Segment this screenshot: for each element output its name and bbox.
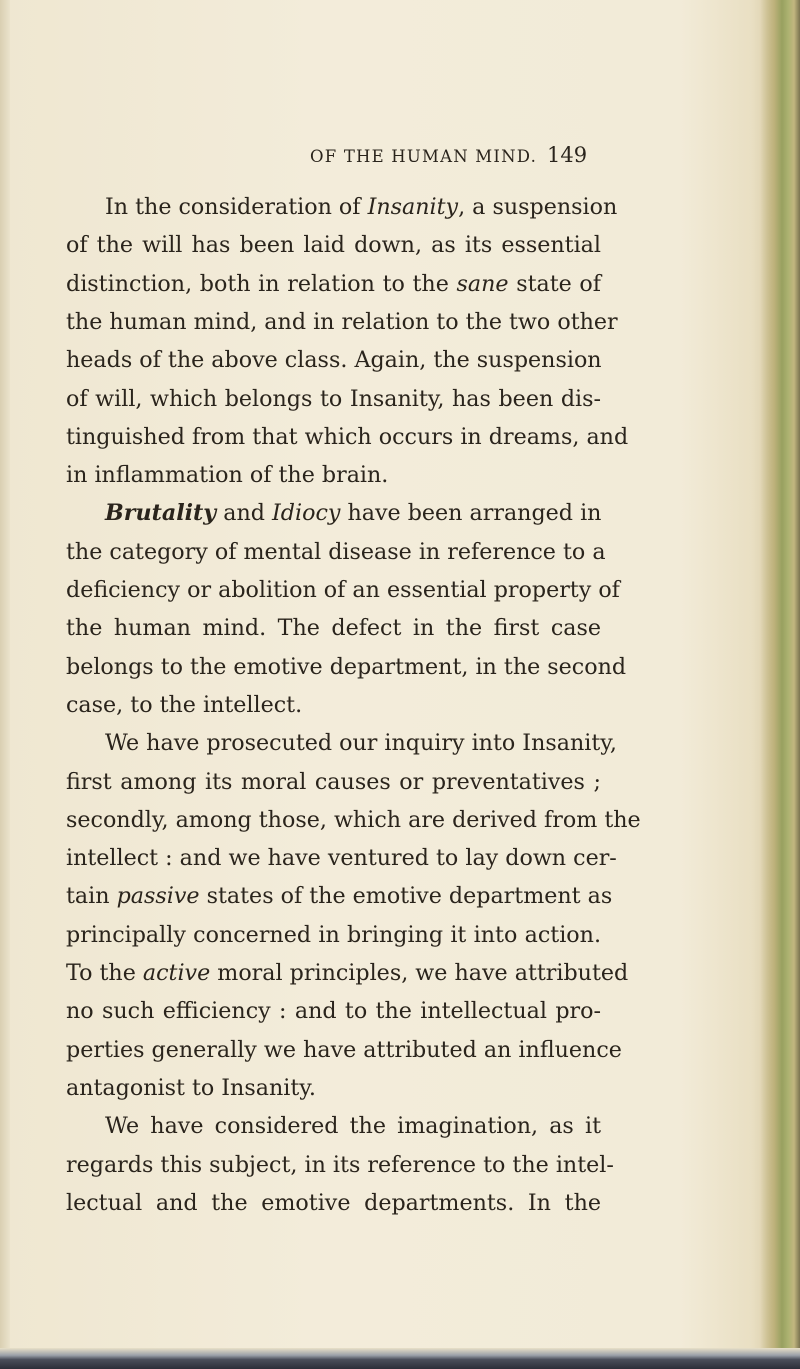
text-run: tain	[66, 883, 117, 910]
text-run: To the	[66, 960, 143, 986]
text-run: in inflammation of the brain.	[66, 462, 389, 489]
text-line	[66, 1145, 614, 1185]
text-line	[66, 915, 601, 955]
text-run: first among its moral causes or preventatives ;	[66, 768, 601, 795]
text-line	[66, 876, 613, 916]
text-run: distinction, both in relation to the	[66, 270, 457, 297]
text-run: deficiency or abolition of an essential property of	[66, 577, 620, 603]
italic-term: sane	[456, 270, 509, 297]
text-run: perties generally we have attributed an influence	[66, 1036, 622, 1063]
text-run: secondly, among those, which are derived from the	[66, 806, 641, 833]
bold-italic-term: Brutality	[105, 500, 217, 527]
text-run: have been arranged in	[340, 500, 602, 527]
page-gutter-shadow	[760, 0, 800, 1369]
italic-term: passive	[116, 883, 200, 910]
running-head: OF THE HUMAN MIND.	[310, 147, 538, 166]
text-run: belongs to the emotive department, in the second	[66, 653, 627, 680]
text-run: state of	[508, 270, 601, 297]
text-line	[66, 1183, 601, 1223]
text-run: heads of the above class. Again, the suspension	[66, 347, 602, 374]
text-run: antagonist to Insanity.	[66, 1074, 316, 1101]
italic-term: Insanity	[367, 194, 459, 220]
italic-term: Idiocy	[272, 500, 341, 527]
page-left-edge	[0, 0, 10, 1369]
text-line	[66, 532, 606, 572]
text-run: of will, which belongs to Insanity, has been dis-	[66, 385, 601, 412]
text-line	[66, 800, 641, 840]
text-line	[105, 723, 617, 763]
text-run: We have considered the imagination, as it	[105, 1113, 601, 1140]
text-run: and	[216, 500, 273, 527]
text-line	[66, 1030, 622, 1070]
text-line	[66, 1068, 601, 1108]
italic-term: active	[142, 960, 211, 986]
text-run: states of the emotive department as	[199, 883, 613, 910]
text-run: of the will has been laid down, as its essential	[66, 232, 601, 259]
text-line	[105, 493, 601, 533]
text-line	[66, 953, 629, 993]
text-line	[66, 379, 601, 419]
emphasis	[105, 500, 216, 526]
text-line	[66, 762, 601, 802]
text-run: lectual and the emotive departments. In the	[66, 1189, 601, 1216]
page-bottom-edge	[0, 1348, 800, 1369]
text-run: In the consideration of	[105, 194, 368, 220]
text-run: We have prosecuted our inquiry into Insanity,	[105, 730, 617, 757]
text-run: intellect : and we have ventured to lay down cer-	[66, 845, 617, 872]
text-line	[66, 647, 627, 687]
text-line	[66, 264, 601, 304]
text-line	[66, 838, 617, 878]
text-line	[66, 225, 601, 265]
text-run: the human mind. The defect in the first case	[66, 615, 601, 642]
text-line	[66, 570, 620, 610]
text-line	[66, 302, 618, 342]
text-line	[66, 991, 601, 1031]
text-line	[66, 417, 629, 457]
text-line	[66, 455, 601, 495]
text-line	[66, 608, 601, 648]
text-line	[105, 1106, 601, 1146]
page-header	[310, 143, 620, 173]
text-run: principally concerned in bringing it into action.	[66, 921, 601, 948]
text-run: the category of mental disease in reference to a	[66, 538, 606, 565]
text-run: regards this subject, in its reference to the intel-	[66, 1151, 614, 1178]
text-run: moral principles, we have attributed	[210, 960, 629, 986]
text-run: case, to the intellect.	[66, 691, 303, 718]
text-run: , a suspension	[458, 194, 618, 220]
text-line	[105, 187, 618, 227]
text-line	[66, 685, 601, 725]
text-run: no such efficiency : and to the intellectual pro-	[66, 998, 601, 1025]
text-line	[66, 340, 601, 380]
page-number: 149	[547, 143, 588, 167]
text-run: the human mind, and in relation to the two other	[66, 308, 618, 335]
text-run: tinguished from that which occurs in dreams, and	[66, 423, 629, 450]
